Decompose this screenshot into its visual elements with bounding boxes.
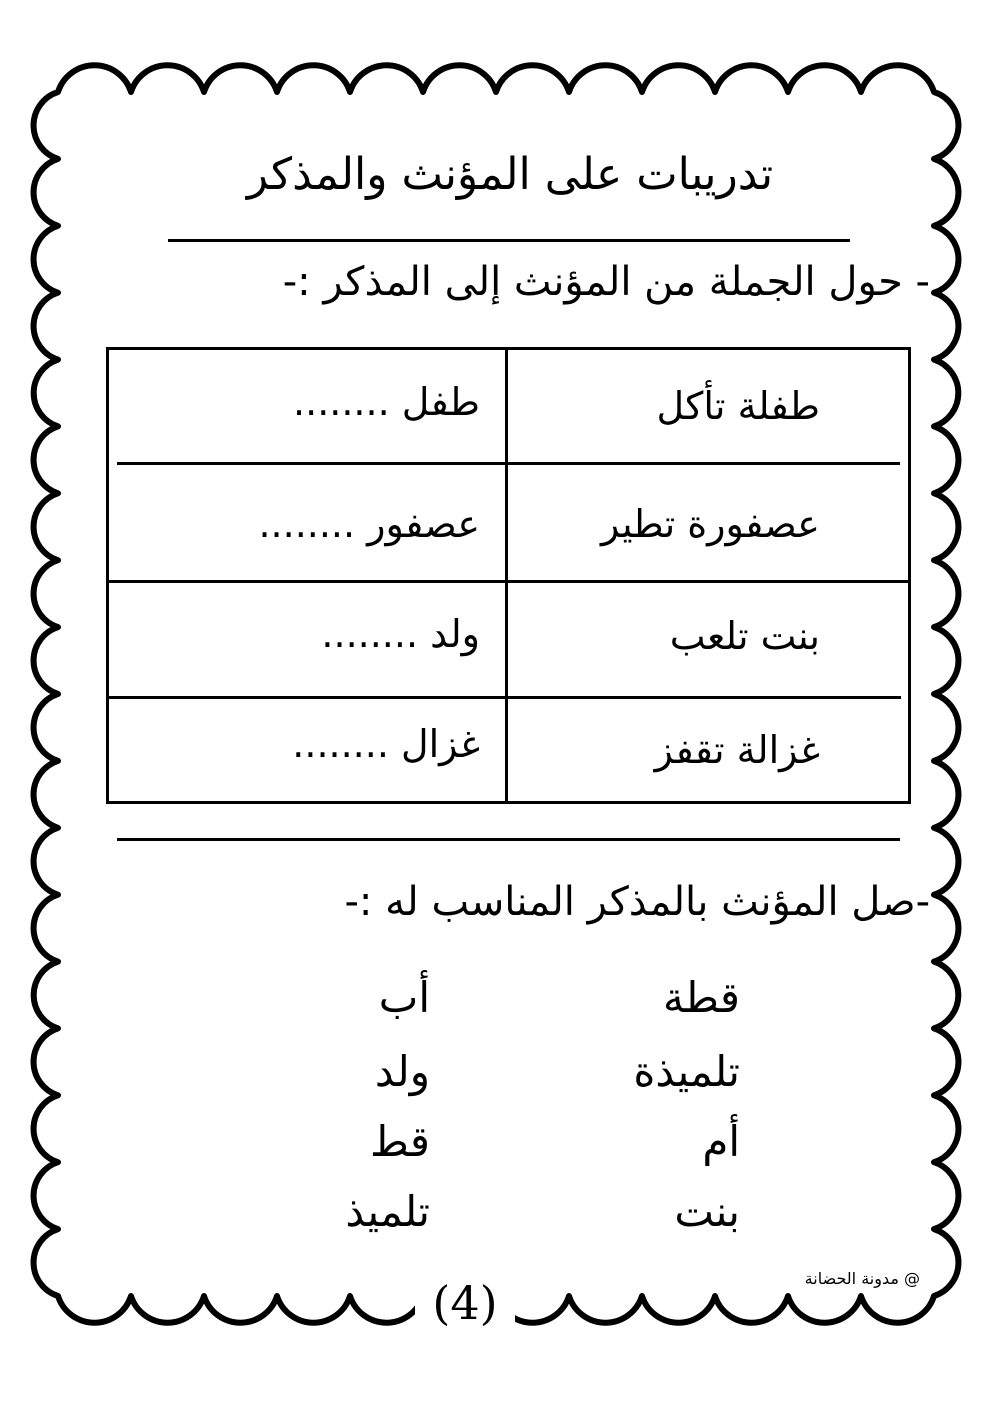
match-feminine-word: تلميذة <box>633 1047 740 1096</box>
match-masculine-word: ولد <box>374 1047 430 1096</box>
table-row-divider <box>117 462 900 465</box>
table-cell-masculine: عصفور ........ <box>258 502 480 546</box>
section2-heading: -صل المؤنث بالمذكر المناسب له :- <box>344 879 930 925</box>
table-cell-feminine: بنت تلعب <box>669 614 820 658</box>
watermark: @ مدونة الحضانة <box>804 1269 920 1288</box>
table-row-divider <box>106 580 908 583</box>
match-feminine-word: أم <box>702 1117 740 1166</box>
page-number: (4) <box>415 1268 515 1338</box>
section-separator <box>117 838 900 841</box>
table-cell-feminine: طفلة تأكل <box>656 384 820 428</box>
title-underline <box>168 239 850 242</box>
table-cell-masculine: ولد ........ <box>321 612 480 656</box>
section1-heading: - حول الجملة من المؤنث إلى المذكر :- <box>282 259 930 305</box>
match-masculine-word: تلميذ <box>345 1187 430 1236</box>
table-column-divider <box>505 350 508 801</box>
match-masculine-word: أب <box>378 973 430 1022</box>
match-masculine-word: قط <box>370 1117 430 1166</box>
table-cell-feminine: عصفورة تطير <box>600 502 820 546</box>
table-cell-masculine: غزال ........ <box>292 722 480 766</box>
table-row-divider <box>106 696 901 699</box>
page-title: تدريبات على المؤنث والمذكر <box>246 149 774 200</box>
table-cell-masculine: طفل ........ <box>293 380 480 424</box>
table-cell-feminine: غزالة تقفز <box>654 728 820 772</box>
match-feminine-word: قطة <box>662 973 740 1022</box>
match-feminine-word: بنت <box>674 1187 740 1236</box>
